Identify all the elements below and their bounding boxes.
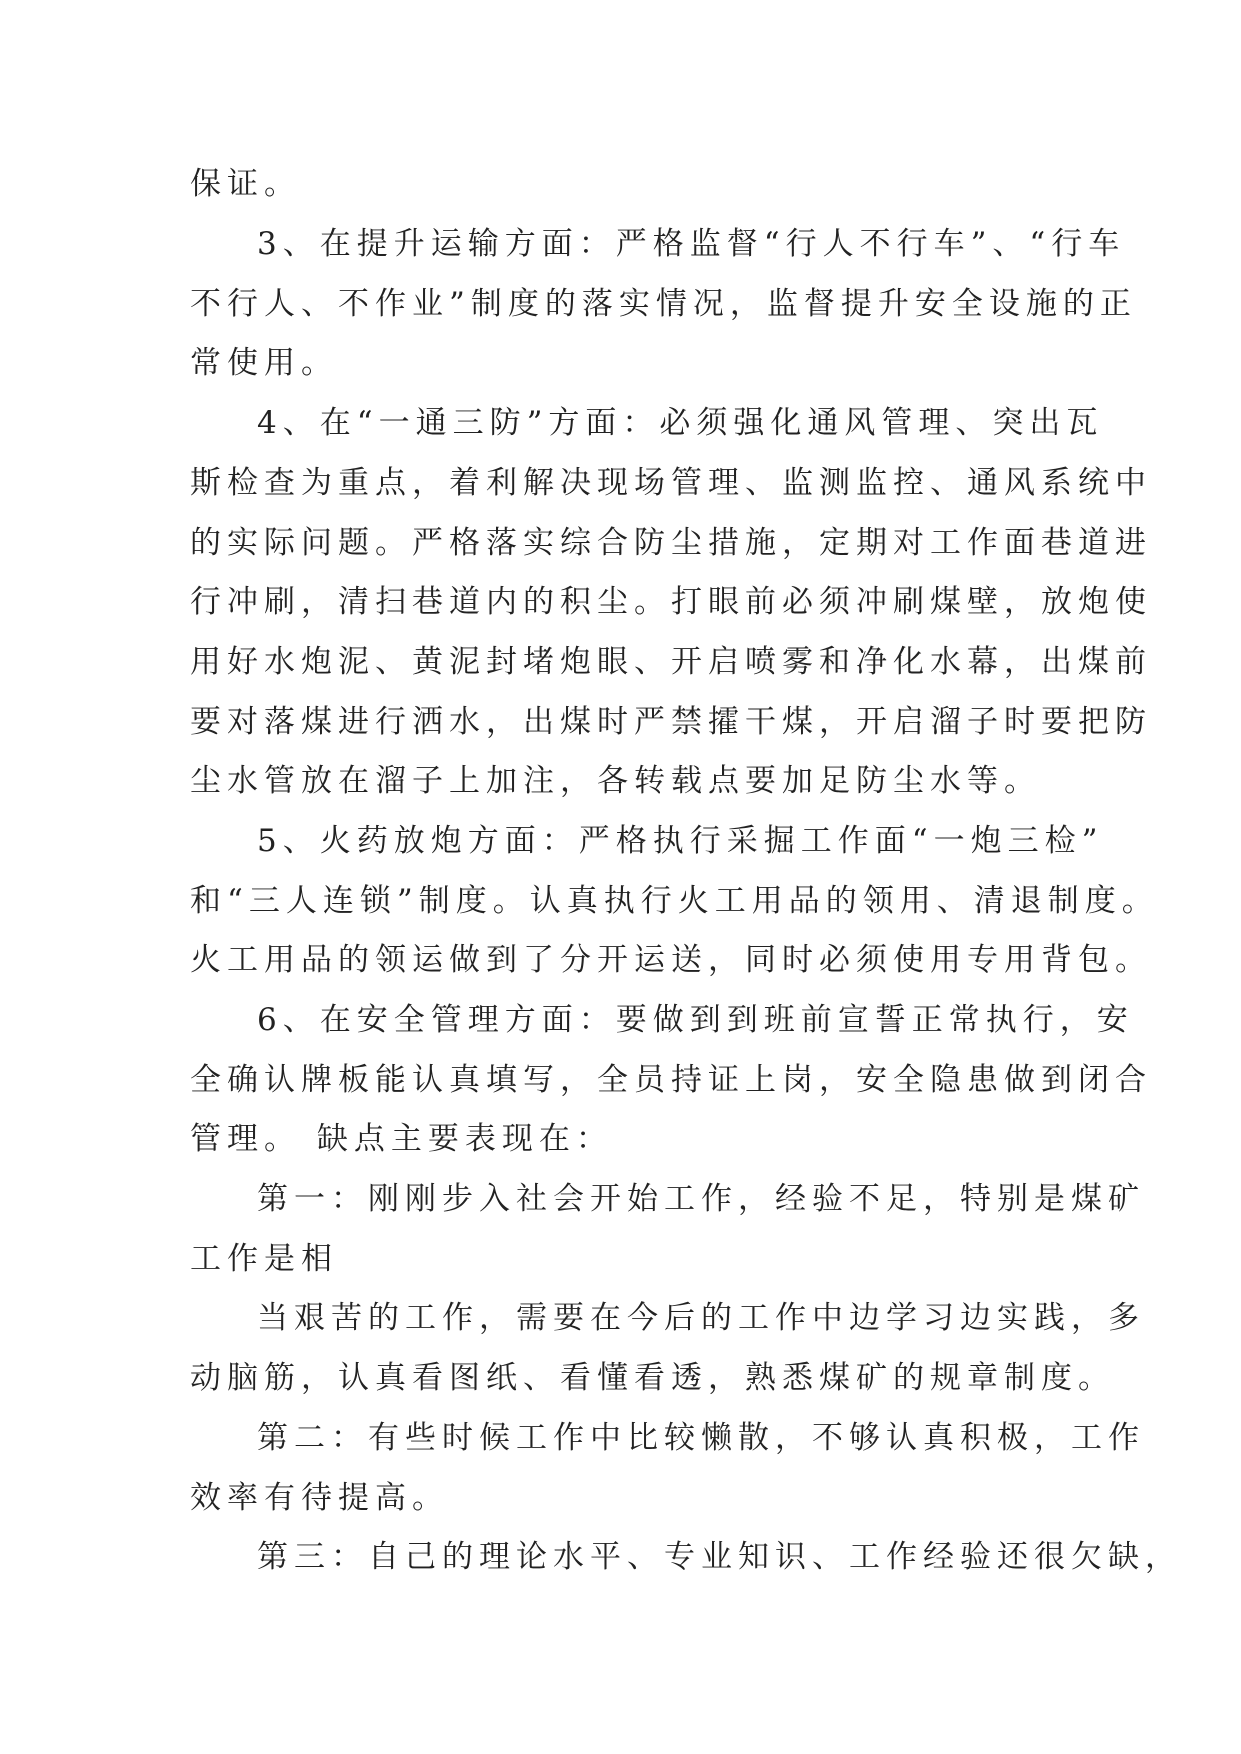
text-line: 第三：自己的理论水平、专业知识、工作经验还很欠缺， <box>257 1539 1182 1575</box>
text-line: 效率有待提高。 <box>190 1480 449 1516</box>
text-line: 行冲刷，清扫巷道内的积尘。打眼前必须冲刷煤壁，放炮使 <box>190 584 1152 620</box>
text-line: 工作是相 <box>190 1241 338 1277</box>
text-line: 4、在“一通三防”方面：必须强化通风管理、突出瓦 <box>257 405 1104 441</box>
text-line: 动脑筋，认真看图纸、看懂看透，熟悉煤矿的规章制度。 <box>190 1360 1115 1396</box>
text-line: 全确认牌板能认真填写，全员持证上岗，安全隐患做到闭合 <box>190 1062 1152 1098</box>
text-line: 3、在提升运输方面：严格监督“行人不行车”、“行车 <box>257 226 1126 262</box>
text-line: 第二：有些时候工作中比较懒散，不够认真积极，工作 <box>257 1420 1145 1456</box>
text-line: 当艰苦的工作，需要在今后的工作中边学习边实践，多 <box>257 1300 1145 1336</box>
text-line: 管理。 缺点主要表现在： <box>190 1121 613 1157</box>
text-line: 尘水管放在溜子上加注，各转载点要加足防尘水等。 <box>190 763 1041 799</box>
text-line: 的实际问题。严格落实综合防尘措施，定期对工作面巷道进 <box>190 525 1152 561</box>
text-line: 和“三人连锁”制度。认真执行火工用品的领用、清退制度。 <box>190 883 1159 919</box>
text-line: 保证。 <box>190 166 301 202</box>
text-line: 不行人、不作业”制度的落实情况，监督提升安全设施的正 <box>190 286 1137 322</box>
text-line: 5、火药放炮方面：严格执行采掘工作面“一炮三检” <box>257 823 1104 859</box>
text-line: 要对落煤进行洒水，出煤时严禁攉干煤，开启溜子时要把防 <box>190 704 1152 740</box>
text-line: 第一：刚刚步入社会开始工作，经验不足，特别是煤矿 <box>257 1181 1145 1217</box>
text-line: 常使用。 <box>190 345 338 381</box>
text-line: 6、在安全管理方面：要做到到班前宣誓正常执行，安 <box>257 1002 1134 1038</box>
text-line: 火工用品的领运做到了分开运送，同时必须使用专用背包。 <box>190 942 1152 978</box>
text-line: 用好水炮泥、黄泥封堵炮眼、开启喷雾和净化水幕，出煤前 <box>190 644 1152 680</box>
text-line: 斯检查为重点，着利解决现场管理、监测监控、通风系统中 <box>190 465 1152 501</box>
